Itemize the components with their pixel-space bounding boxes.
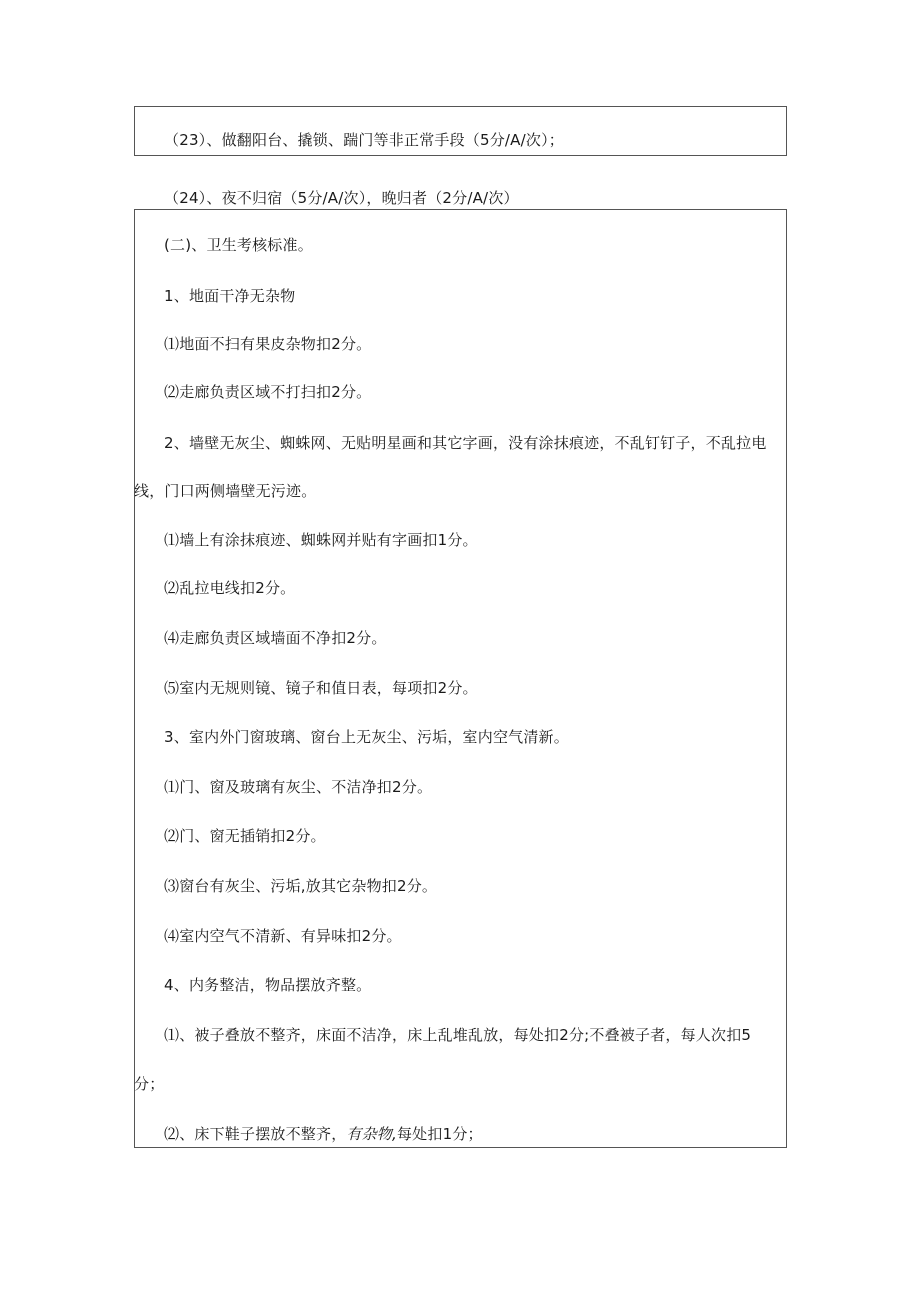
sec4-item1-line1: ⑴、被子叠放不整齐，床面不洁净，床上乱堆乱放，每处扣2分;不叠被子者，每人次扣5 — [164, 1026, 752, 1044]
sec1-item: ⑴地面不扫有果皮杂物扣2分。 — [164, 335, 372, 353]
sec4-item2-suffix: 每处扣1分； — [396, 1125, 483, 1143]
sec4-item2-prefix: ⑵、床下鞋子摆放不整齐， — [164, 1125, 347, 1143]
sec1-title: 1、地面干净无杂物 — [164, 287, 296, 305]
sec1-item: ⑵走廊负责区域不打扫扣2分。 — [164, 383, 372, 401]
sec4-item1-line2: 分； — [134, 1075, 165, 1093]
rule-item-23: （23）、做翻阳台、撬锁、踹门等非正常手段（5分/A/次）； — [164, 131, 565, 149]
sec4-item2 — [164, 1124, 483, 1144]
sec3-item: ⑴门、窗及玻璃有灰尘、不洁净扣2分。 — [164, 778, 433, 796]
sec3-item: ⑶窗台有灰尘、污垢,放其它杂物扣2分。 — [164, 877, 438, 895]
sec4-title: 4、内务整洁，物品摆放齐整。 — [164, 976, 372, 994]
sec2-item: ⑵乱拉电线扣2分。 — [164, 579, 296, 597]
sec4-item2-italic: 有杂物, — [346, 1125, 397, 1143]
rule-item-24: （24）、夜不归宿（5分/A/次），晚归者（2分/A/次） — [164, 189, 519, 207]
sec2-item: ⑴墙上有涂抹痕迹、蜘蛛网并贴有字画扣1分。 — [164, 531, 478, 549]
section-heading: (二)、卫生考核标准。 — [164, 236, 313, 254]
sec3-item: ⑵门、窗无插销扣2分。 — [164, 827, 326, 845]
sec3-item: ⑷室内空气不清新、有异味扣2分。 — [164, 927, 402, 945]
sec2-title-line1: 2、墙壁无灰尘、蜘蛛网、无贴明星画和其它字画，没有涂抹痕迹，不乱钉钉子，不乱拉电 — [164, 434, 767, 452]
sec2-title-line2: 线，门口两侧墙壁无污迹。 — [134, 482, 317, 500]
sec2-item: ⑸室内无规则镜、镜子和值日表，每项扣2分。 — [164, 679, 478, 697]
sec3-title: 3、室内外门窗玻璃、窗台上无灰尘、污垢，室内空气清新。 — [164, 728, 569, 746]
sec2-item: ⑷走廊负责区域墙面不净扣2分。 — [164, 629, 387, 647]
